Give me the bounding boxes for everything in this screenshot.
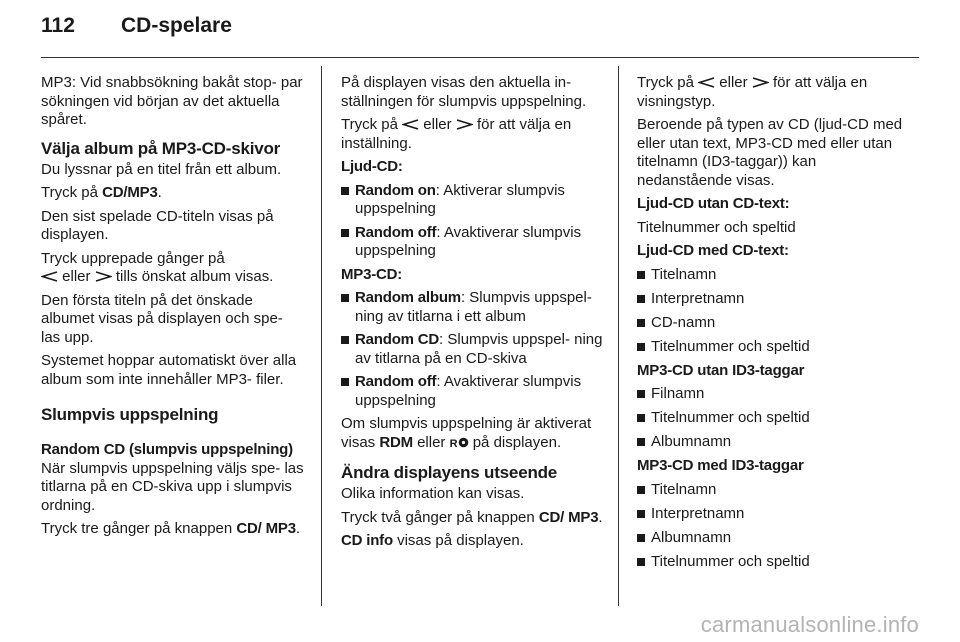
column-divider-1 (321, 66, 322, 606)
paragraph-press-three-times: Tryck tre gånger på knappen CD/ MP3. (41, 520, 301, 537)
cdmp3-button-label-2: CD/ MP3 (236, 520, 296, 537)
left-arrow-icon (402, 119, 419, 130)
list-item: Albumnamn (637, 529, 903, 548)
heading-random-playback: Slumpvis uppspelning (41, 405, 219, 424)
paragraph-choose-view: Tryck på eller för att välja en visningstyp. (637, 74, 868, 110)
paragraph-press-repeatedly: Tryck upprepade gånger på eller tills önskat album visas. (41, 249, 274, 285)
paragraph-display-setting: På displayen visas den aktuella in- ställningen för slumpvis uppspelning. (341, 74, 587, 110)
list-item: Titelnummer och speltid (637, 409, 903, 428)
list-item: Interpretnamn (637, 290, 903, 309)
paragraph-first-title: Den första titeln på det önskade albumet visas på displayen och spe- las upp. (41, 291, 283, 346)
left-arrow-icon (698, 77, 715, 88)
column-divider-2 (618, 66, 619, 606)
subheading-mp3-with-id3: MP3-CD med ID3-taggar (637, 457, 804, 474)
paragraph-listening: Du lyssnar på en titel från ett album. (41, 160, 282, 178)
subheading-mp3-cd: MP3-CD: (341, 265, 403, 283)
cdmp3-button-label: CD/MP3 (102, 184, 158, 201)
mp3-rewind-note: MP3: Vid snabbsökning bakåt stop- par sökningen vid början av det aktuella spåret. (41, 74, 303, 128)
subheading-random-cd: Random CD (slumpvis uppspelning) (41, 441, 293, 458)
list-item: Titelnamn (637, 266, 903, 285)
right-arrow-icon (752, 77, 769, 88)
column-3 (637, 74, 903, 577)
right-arrow-icon (95, 271, 112, 282)
paragraph-skip-albums: Systemet hoppar automatiskt över alla album som inte innehåller MP3- filer. (41, 352, 297, 388)
random-symbol-icon: R (450, 438, 469, 450)
subheading-audio-cd-with-text: Ljud-CD med CD-text: (637, 242, 789, 259)
page-number: 112 (41, 14, 75, 37)
list-item: Filnamn (637, 385, 903, 404)
paragraph-choose-setting: Tryck på eller för att välja en inställning. (341, 116, 572, 152)
list-item: Random off: Avaktiverar slumpvis uppspelning (341, 224, 605, 261)
list-item: Titelnummer och speltid (637, 338, 903, 357)
subheading-audio-cd-no-text: Ljud-CD utan CD-text: (637, 195, 790, 212)
subheading-mp3-no-id3: MP3-CD utan ID3-taggar (637, 361, 805, 379)
list-item: Random CD: Slumpvis uppspel- ning av titlarna på en CD-skiva (341, 331, 605, 368)
list-item: Random on: Aktiverar slumpvis uppspelning (341, 182, 605, 219)
paragraph-cd-types: Beroende på typen av CD (ljud-CD med eller utan text, MP3-CD med eller utan titelnamn (ID3-taggar)) kan nedanstående visas. (637, 116, 903, 189)
paragraph-info-shown: Olika information kan visas. (341, 485, 525, 502)
paragraph-last-title: Den sist spelade CD-titeln visas på displayen. (41, 207, 274, 243)
watermark: carmanualsonline.info (700, 612, 919, 637)
right-arrow-icon (456, 119, 473, 130)
list-item: Titelnamn (637, 481, 903, 500)
left-arrow-icon (41, 271, 58, 282)
paragraph-random-description: När slumpvis uppspelning väljs spe- las titlarna på en CD-skiva upp i slumpvis ordning. (41, 459, 304, 514)
heading-change-display: Ändra displayens utseende (341, 463, 558, 482)
list-item: CD-namn (637, 314, 903, 333)
heading-select-album: Välja album på MP3-CD-skivor (41, 138, 281, 158)
list-item: Random album: Slumpvis uppspel- ning av titlarna i ett album (341, 289, 605, 326)
header-rule (41, 57, 919, 58)
column-2 (341, 74, 605, 556)
subheading-audio-cd: Ljud-CD: (341, 158, 403, 175)
list-item: Titelnummer och speltid (637, 553, 903, 572)
paragraph-rdm-indicator: Om slumpvis uppspelning är aktiverat visas RDM eller R på displayen. (341, 415, 592, 451)
list-item: Random off: Avaktiverar slumpvis uppspelning (341, 373, 605, 410)
paragraph-title-number: Titelnummer och speltid (637, 218, 796, 236)
column-1 (41, 74, 304, 544)
list-item: Albumnamn (637, 433, 903, 452)
page-header (41, 14, 232, 48)
list-item: Interpretnamn (637, 505, 903, 524)
paragraph-press-twice: Tryck två gånger på knappen CD/ MP3. (341, 508, 603, 526)
paragraph-cd-info: CD info visas på displayen. (341, 532, 524, 549)
chapter-title: CD-spelare (121, 14, 232, 37)
paragraph-press-cdmp3: Tryck på CD/MP3. (41, 184, 162, 201)
